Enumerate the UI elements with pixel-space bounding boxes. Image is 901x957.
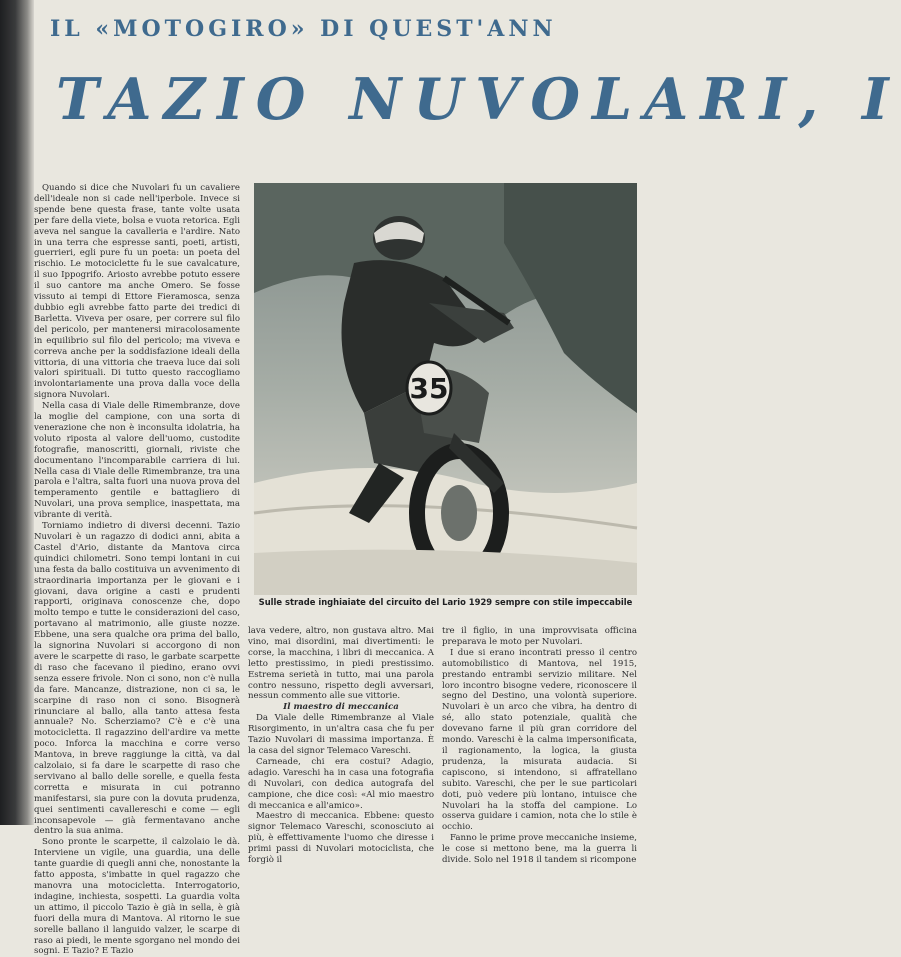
magazine-page <box>28 0 901 957</box>
paragraph: lava vedere, altro, non gustava altro. Mai vino, mai disordini, mai divertimenti: le corse, la macchina, i libri di meccanica. A letto prestissimo, in piedi prestissimo. Estrema serietà in tutto, mai una parola contro nessuno, rispetto degli avversari, nessun commento alle sue vittorie. <box>248 626 434 702</box>
headline: TAZIO NUVOLARI, I <box>56 66 901 133</box>
article-column-3 <box>442 626 637 866</box>
paragraph: Fanno le prime prove meccaniche insieme, le cose si mettono bene, ma la guerra li divide. Solo nel 1918 il tandem si ricompone <box>442 833 637 866</box>
paragraph: Quando si dice che Nuvolari fu un cavaliere dell'ideale non si cade nell'iperbole. Invece si spende bene questa frase, tante volte usata per fare della viete, bolsa e vuota retorica. Egli aveva nel sangue la cavalleria e l'ardire. Nato in una terra che espresse santi, poeti, artisti, guerrieri, egli pure fu un poeta: un poeta del rischio. Le motociclette fu le sue cavalcature, il suo Ippogrifo. Ariosto avrebbe potuto essere il suo cantore ma anche Omero. Se fosse vissuto ai tempi di Ettore Fieramosca, senza dubbio egli avrebbe fatto parte dei tredici di Barletta. Viveva per osare, per correre sul filo del pericolo, per mantenersi miracolosamente in equilibrio sul filo del pericolo; ma viveva e correva anche per la soddisfazione ideali della vittoria, di una vittoria che traeva luce dai soli valori spirituali. Di tutto questo raccogliamo involontariamente una prova dalla voce della signora Nuvolari. <box>34 183 241 401</box>
paragraph: tre il figlio, in una improvvisata officina preparava le moto per Nuvolari. <box>442 626 637 647</box>
paragraph: Sono pronte le scarpette, il calzolaio le dà. Interviene un vigile, una guardia, una delle tante guardie di quegli anni che, nonostante la fatto apposta, s'imbatte in quel ragazzo che manovra una motocicletta. Interrogatorio, indagine, inchiesta, sospetti. La guardia volta un attimo, il piccolo Tazio è già in sella, è già fuori della mura di Mantova. Al ritorno le sue sorelle ballano il languido valzer, le scarpe di raso ai piedi, le mente sgorgano nel mondo dei sogni. E Tazio? E Tazio <box>34 837 240 957</box>
paragraph: Maestro di meccanica. Ebbene: questo signor Telemaco Vareschi, sconosciuto ai più, è effettivamente l'uomo che diresse i primi passi di Nuvolari motociclista, che forgiò il <box>248 811 434 866</box>
race-number: 35 <box>409 372 449 405</box>
race-photo <box>254 183 637 595</box>
article-column-2 <box>248 626 434 866</box>
race-photo-illustration <box>254 183 637 595</box>
paragraph: Nella casa di Viale delle Rimembranze, dove la moglie del campione, con una sorta di venerazione che non è inconsulta idolatria, ha voluto riposta al valore dell'uomo, custodite fotografie, manoscritti, giornali, riviste che documentano l'incomparabile carriera di lui. Nella casa di Viale delle Rimembranze, tra una parola e l'altra, salta fuori una nuova prova del temperamento gentile e battagliero di Nuvolari, una prova semplice, inaspettata, ma vibrante di verità. <box>34 401 240 521</box>
section-subhead: Il maestro di meccanica <box>283 702 399 713</box>
kicker-title: IL «MOTOGIRO» DI QUEST'ANN <box>50 16 557 42</box>
photo-caption: Sulle strade inghiaiate del circuito del Lario 1929 sempre con stile impeccabile <box>258 597 633 607</box>
paragraph: Torniamo indietro di diversi decenni. Tazio Nuvolari è un ragazzo di dodici anni, abita a Castel d'Ario, distante da Mantova circa quindici chilometri. Sono tempi lontani in cui una festa da ballo costituiva un avvenimento di straordinaria importanza per le giovani e i giovani, dava origine a casti e prudenti rapporti, originava conoscenze che, dopo molto tempo e tutte le considerazioni del caso, portavano al matrimonio, alle giuste nozze. Ebbene, una sera qualche ora prima del ballo, la signorina Nuvolari si accorgono di non avere le scarpette di raso, le garbate scarpette di raso che facevano il piedino, erano ovvi senza essere frivole. Non ci sono, non c'è nulla da fare. Mancanze, distrazione, non ci sa, le scarpine di raso non ci sono. Bisognerà rinunciare al ballo, alla tanto attesa festa annuale? No. Scherziamo? C'è e c'è una motocicletta. Il ragazzino dell'ardire va mette poco. Inforca la macchina e corre verso Mantova, in breve raggiunge la città, va dal calzolaio, si fa dare le scarpette di raso che servivano al ballo delle sorelle, e quella festa corretta e misurata in cui potranno manifestarsi, sia pure con la dovuta prudenza, quei sentimenti cavallereschi e come — egli inconsapevole — già fermentavano anche dentro la sua anima. <box>34 521 240 837</box>
article-column-1 <box>34 183 241 957</box>
paragraph: Da Viale delle Rimembranze al Viale Risorgimento, in un'altra casa che fu per Tazio Nuvolari di massima importanza. È la casa del signor Telemaco Vareschi. <box>248 713 434 756</box>
paragraph: Carneade, chi era costui? Adagio, adagio. Vareschi ha in casa una fotografia di Nuvolari, con dedica autografa del campione, che dice così: «Al mio maestro di meccanica e all'amico». <box>248 756 434 811</box>
paragraph: I due si erano incontrati presso il centro automobilistico di Mantova, nel 1915, prestando entrambi servizio militare. Nel loro incontro bisogne vedere, riconoscere il segno del Destino, una volontà superiore. Nuvolari è un arco che vibra, ha dentro di sé, allo stato potenziale, qualità che dovevano farne il più gran corridore del mondo. Vareschi è la calma impersonificata, il ragionamento, la logica, la giusta prudenza, la misurata audacia. Si capiscono, si intendono, si affratellano subito. Vareschi, che per le sue particolari doti, può vedere più lontano, intuisce che Nuvolari ha la stoffa del campione. Lo osserva guidare i camion, nota che lo stile è occhio. <box>442 647 637 833</box>
